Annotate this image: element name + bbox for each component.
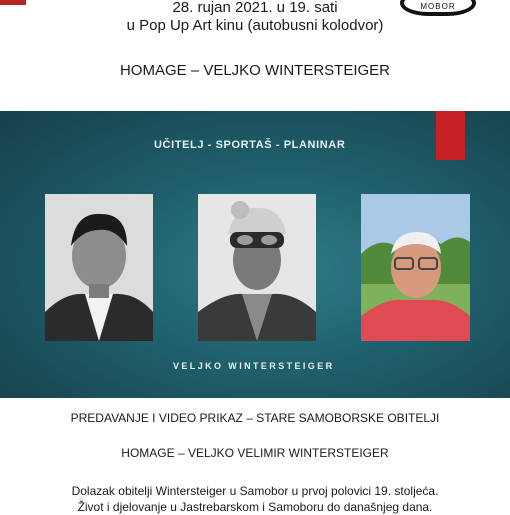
homage-heading: HOMAGE – VELJKO VELIMIR WINTERSTEIGER	[121, 446, 389, 460]
slide-subtitle: UČITELJ - SPORTAŠ - PLANINAR	[154, 139, 346, 151]
event-date: 28. rujan 2021. u 19. sati	[172, 0, 338, 16]
description-line-2: Život i djelovanje u Jastrebarskom i Samoboru do današnjeg dana.	[77, 500, 433, 514]
photo-portrait-goggles	[198, 194, 316, 341]
photo-portrait-suit	[45, 194, 153, 341]
photo-portrait-glasses	[361, 194, 470, 341]
slide-caption: VELJKO WINTERSTEIGER	[173, 361, 335, 371]
page-title: HOMAGE – VELJKO WINTERSTEIGER	[119, 62, 391, 79]
lecture-heading: PREDAVANJE I VIDEO PRIKAZ – STARE SAMOBORSKE OBITELJI	[70, 411, 440, 425]
description-line-1: Dolazak obitelji Wintersteiger u Samobor u prvoj polovici 19. stoljeća.	[71, 484, 439, 498]
red-accent-bar	[436, 111, 465, 160]
presentation-slide	[0, 111, 510, 398]
event-venue: u Pop Up Art kinu (autobusni kolodvor)	[126, 17, 384, 34]
logo-text: MOBOR	[420, 2, 456, 11]
